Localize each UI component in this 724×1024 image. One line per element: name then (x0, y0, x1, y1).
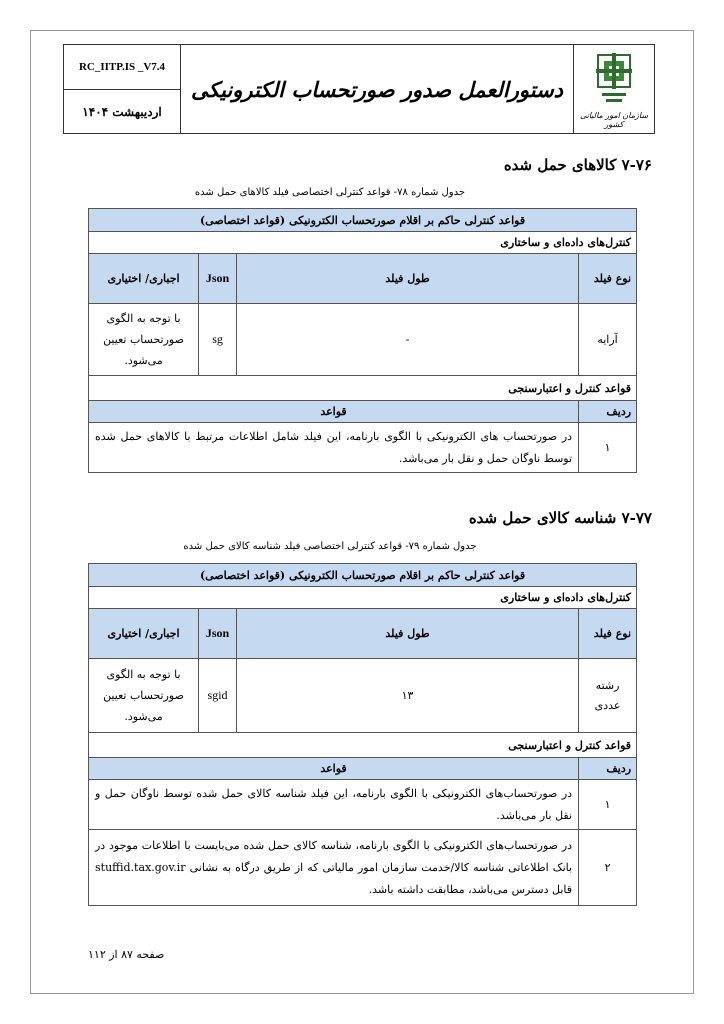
col-json: Json (199, 609, 237, 659)
struct-title: کنترل‌های داده‌ای و ساختاری (89, 587, 637, 609)
col-rules: قواعد (89, 401, 579, 423)
rule-number: ۱ (579, 780, 637, 830)
field-length-value: - (237, 304, 579, 376)
emblem-icon (596, 53, 632, 109)
rule-number: ۱ (579, 423, 637, 473)
section-title-2: ۷-۷۷ شناسه کالای حمل شده (468, 509, 652, 527)
doc-date: اردیبهشت ۱۴۰۴ (82, 104, 162, 119)
col-rules: قواعد (89, 758, 579, 780)
mandatory-value: با توجه به الگوی صورتحساب تعیین می‌شود. (89, 304, 199, 376)
json-value: sgid (199, 659, 237, 733)
col-mandatory: اجباری/ اختیاری (89, 609, 199, 659)
mandatory-value: با توجه به الگوی صورتحساب تعیین می‌شود. (89, 659, 199, 733)
header-meta (64, 45, 181, 133)
doc-code: RC_IITP.IS _V7.4 (64, 45, 180, 90)
rules-table-1 (88, 208, 637, 473)
table-title: قواعد کنترلی حاکم بر اقلام صورتحساب الکترونیکی (قواعد اختصاصی) (89, 564, 637, 587)
table-title: قواعد کنترلی حاکم بر اقلام صورتحساب الکترونیکی (قواعد اختصاصی) (89, 209, 637, 232)
struct-title: کنترل‌های داده‌ای و ساختاری (89, 232, 637, 254)
col-mandatory: اجباری/ اختیاری (89, 254, 199, 304)
org-name: سازمان امور مالیاتی کشور (579, 111, 649, 129)
rule-text: در صورتحساب های الکترونیکی با الگوی بارنامه، این فیلد شامل اطلاعات مرتبط با کالاهای حمل شده توسط ناوگان حمل و نقل بار می‌باشد. (89, 423, 579, 473)
field-length-value: ۱۳ (237, 659, 579, 733)
field-type-value: آرایه (579, 304, 637, 376)
table-caption-2: جدول شماره ۷۹- قواعد کنترلی اختصاصی فیلد شناسه کالای حمل شده (183, 541, 477, 552)
document-header (63, 44, 655, 134)
col-field-type: نوع فیلد (579, 254, 637, 304)
col-field-type: نوع فیلد (579, 609, 637, 659)
col-row: ردیف (579, 758, 637, 780)
rule-text: در صورتحساب‌های الکترونیکی با الگوی بارنامه، شناسه کالای حمل شده می‌بایست با اطلاعات موجود در بانک اطلاعاتی شناسه کالا/خدمت سازمان امور مالیاتی که از طریق درگاه به نشانی stuffid.tax.gov.ir قابل دسترس می‌باشد، مطابقت داشته باشد. (89, 830, 579, 906)
col-json: Json (199, 254, 237, 304)
col-row: ردیف (579, 401, 637, 423)
rule-number: ۲ (579, 830, 637, 906)
field-type-value: رشته عددی (579, 659, 637, 733)
rules-title: قواعد کنترل و اعتبارسنجی (89, 376, 637, 401)
rule-text: در صورتحساب‌های الکترونیکی با الگوی بارنامه، این فیلد شناسه کالای حمل شده توسط ناوگان حمل و نقل بار می‌باشد. (89, 780, 579, 830)
col-field-length: طول فیلد (237, 254, 579, 304)
page-number: صفحه ۸۷ از ۱۱۲ (88, 948, 165, 961)
section-title-1: ۷-۷۶ کالاهای حمل شده (503, 156, 652, 174)
rules-title: قواعد کنترل و اعتبارسنجی (89, 733, 637, 758)
json-value: sg (199, 304, 237, 376)
col-field-length: طول فیلد (237, 609, 579, 659)
document-title: دستورالعمل صدور صورتحساب الکترونیکی (190, 76, 564, 102)
table-caption-1: جدول شماره ۷۸- قواعد کنترلی اختصاصی فیلد کالاهای حمل شده (194, 187, 466, 198)
org-logo (573, 45, 654, 133)
rules-table-2 (88, 563, 637, 906)
